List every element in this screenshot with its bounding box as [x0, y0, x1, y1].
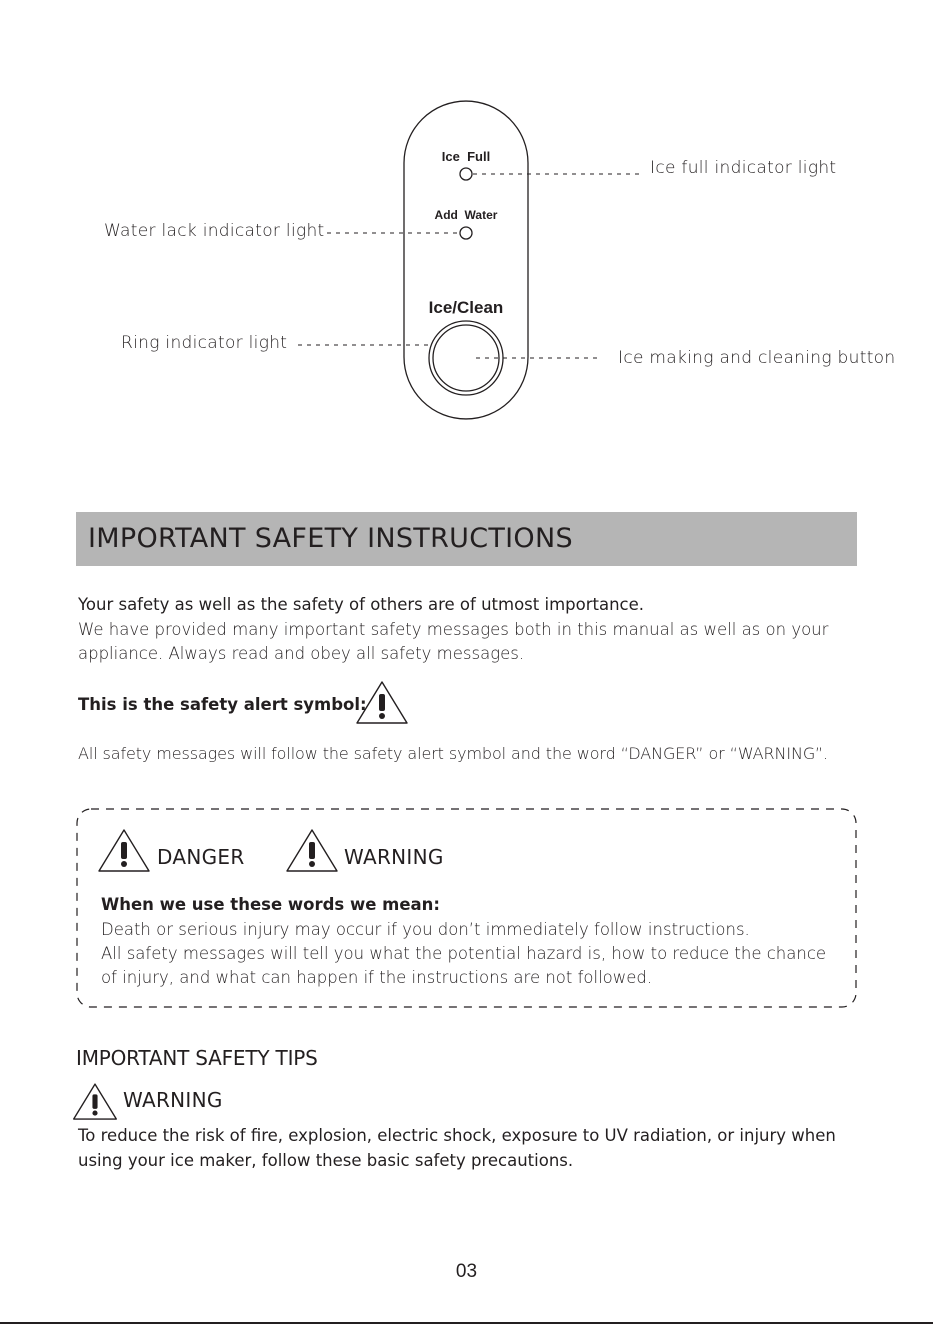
intro-line-2: We have provided many important safety messages both in this manual as well as on your: [78, 620, 829, 639]
safety-alert-icon: [355, 680, 409, 726]
page-title: IMPORTANT SAFETY INSTRUCTIONS: [88, 523, 573, 554]
tips-warning-label: WARNING: [123, 1088, 223, 1112]
alert-symbol-label: This is the safety alert symbol:: [78, 695, 367, 714]
ring-indicator-icon: [429, 321, 503, 395]
callout-water-lack: Water lack indicator light: [104, 221, 325, 241]
tips-title: IMPORTANT SAFETY TIPS: [76, 1046, 318, 1070]
tips-warning-icon: [72, 1082, 118, 1122]
callout-ice-full: Ice full indicator light: [650, 158, 837, 178]
warning-label: WARNING: [344, 845, 444, 869]
panel-label-ice-clean: Ice/Clean: [428, 298, 504, 317]
callout-button: Ice making and cleaning button: [618, 348, 896, 368]
alert-follow-text: All safety messages will follow the safety alert symbol and the word “DANGER” or “WARNING”.: [78, 744, 829, 763]
ice-clean-button-icon: [433, 325, 499, 391]
tips-line-2: using your ice maker, follow these basic safety precautions.: [78, 1151, 574, 1170]
panel-label-add-water: Add Water: [434, 208, 498, 222]
meaning-line-2: All safety messages will tell you what the potential hazard is, how to reduce the chance: [101, 944, 827, 963]
water-lack-indicator-icon: [460, 227, 472, 239]
intro-line-3: appliance. Always read and obey all safety messages.: [78, 644, 525, 663]
page-number: 03: [455, 1261, 478, 1282]
intro-line-1: Your safety as well as the safety of others are of utmost importance.: [78, 595, 644, 614]
ice-full-indicator-icon: [460, 168, 472, 180]
danger-alert-icon: [97, 828, 151, 874]
danger-label: DANGER: [157, 845, 245, 869]
callout-ring: Ring indicator light: [121, 333, 288, 353]
meaning-line-3: of injury, and what can happen if the instructions are not followed.: [101, 968, 653, 987]
meaning-line-1: Death or serious injury may occur if you don’t immediately follow instructions.: [101, 920, 750, 939]
tips-line-1: To reduce the risk of fire, explosion, electric shock, exposure to UV radiation, or injury when: [78, 1126, 836, 1145]
section-heading-band: [76, 512, 857, 566]
warning-alert-icon: [285, 828, 339, 874]
panel-label-ice-full: Ice Full: [441, 149, 491, 164]
meaning-title: When we use these words we mean:: [101, 895, 441, 914]
